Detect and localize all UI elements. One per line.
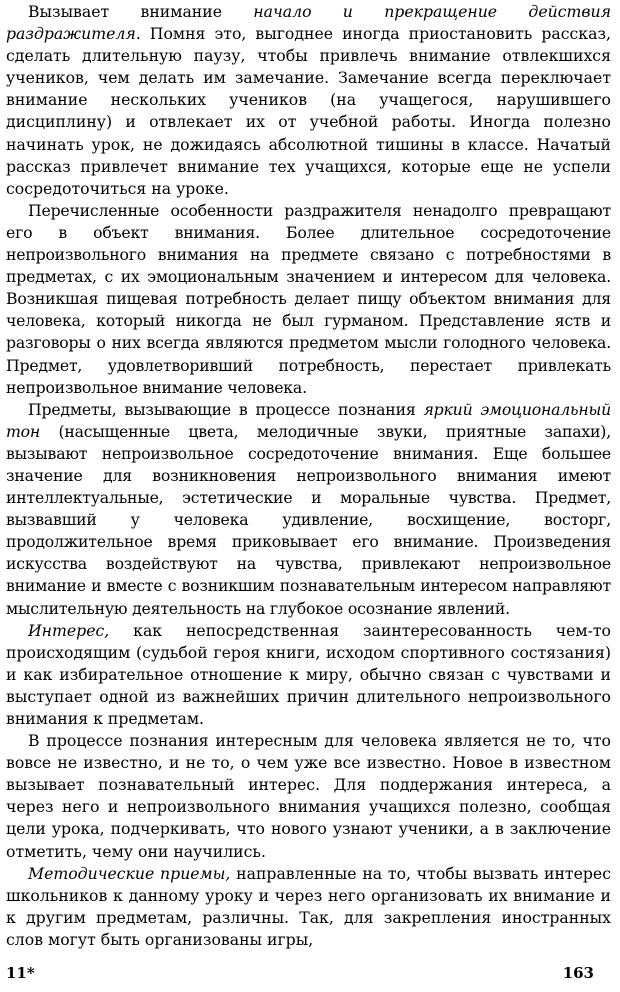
paragraph: [6, 863, 611, 951]
paragraph: [6, 730, 611, 863]
signature-mark: 11*: [6, 964, 35, 982]
paragraph-text: . Помня это, выгоднее иногда приостановить рассказ, сделать длительную паузу, чтобы привлечь внимание отвлекшихся учеников, чем делать им замечание. Замечание всегда переключает внимание нескольких учеников (на учащегося, нарушившего дисциплину) и отвлекает их от учебной работы. Иногда полезно начинать урок, не дожидаясь абсолютной тишины в классе. Начатый рассказ привлечет внимание тех учащихся, которые еще не успели сосредоточиться на уроке.: [6, 24, 611, 198]
emphasis-text: Интерес,: [28, 620, 110, 640]
page-number: 163: [562, 964, 594, 982]
paragraph: [6, 1, 611, 200]
paragraph-text: направленные на то, чтобы вызвать интерес школьников к данному уроку и через него организовать их внимание и к другим предметам, различны. Так, для закрепления иностранных слов могут быть организованы игры,: [6, 863, 611, 949]
paragraph: [6, 399, 611, 620]
paragraph-text: (насыщенные цвета, мелодичные звуки, приятные запахи), вызывают непроизвольное сосредоточение внимания. Еще большее значение для возникновения непроизвольного внимания имеют интеллектуальные, эстетические и моральные чувства. Предмет, вызвавший у человека удивление, восхищение, восторг, продолжительное время приковывает его внимание. Произведения искусства воздействуют на чувства, привлекают непроизвольное внимание и вместе с возникшим познавательным интересом направляют мыслительную деятельность на глубокое осознание явлений.: [6, 421, 611, 618]
paragraph-text: Вызывает внимание: [28, 2, 254, 21]
emphasis-text: Методические приемы,: [28, 863, 231, 883]
paragraph-text: Перечисленные особенности раздражителя ненадолго превращают его в объект внимания. Более длительное сосредоточение непроизвольного внимания на предмете связано с потребностями в предметах, с их эмоциональным значением и интересом для человека. Возникшая пищевая потребность делает пищу объектом внимания для человека, который никогда не был гурманом. Представление яств и разговоры о них всегда являются предметом мысли голодного человека. Предмет, удовлетворивший потребность, перестает привлекать непроизвольное внимание человека.: [6, 200, 611, 397]
emphasis-text: яркий эмоциональный тон: [6, 399, 612, 441]
paragraph: [6, 200, 611, 399]
paragraph-text: Предметы, вызывающие в процессе познания: [28, 399, 424, 419]
paragraph-text: как непосредственная заинтересованность чем-то происходящим (судьбой героя книги, исходом спортивного состязания) и как избирательное отношение к миру, обычно связан с чувствами и выступает одной из важнейших причин длительного непроизвольного внимания к предметам.: [6, 620, 611, 728]
paragraph-text: В процессе познания интересным для человека является не то, что вовсе не известно, и не то, о чем уже все известно. Новое в известном вызывает познавательный интерес. Для поддержания интереса, а через него и непроизвольного внимания учащихся полезно, сообщая цели урока, подчеркивать, что нового узнают ученики, а в заключение отметить, чему они научились.: [6, 731, 611, 861]
body-text: [6, 1, 611, 951]
emphasis-text: начало и прекращение действия раздражителя: [6, 2, 611, 44]
paragraph: [6, 620, 611, 730]
page-footer: [6, 964, 594, 982]
